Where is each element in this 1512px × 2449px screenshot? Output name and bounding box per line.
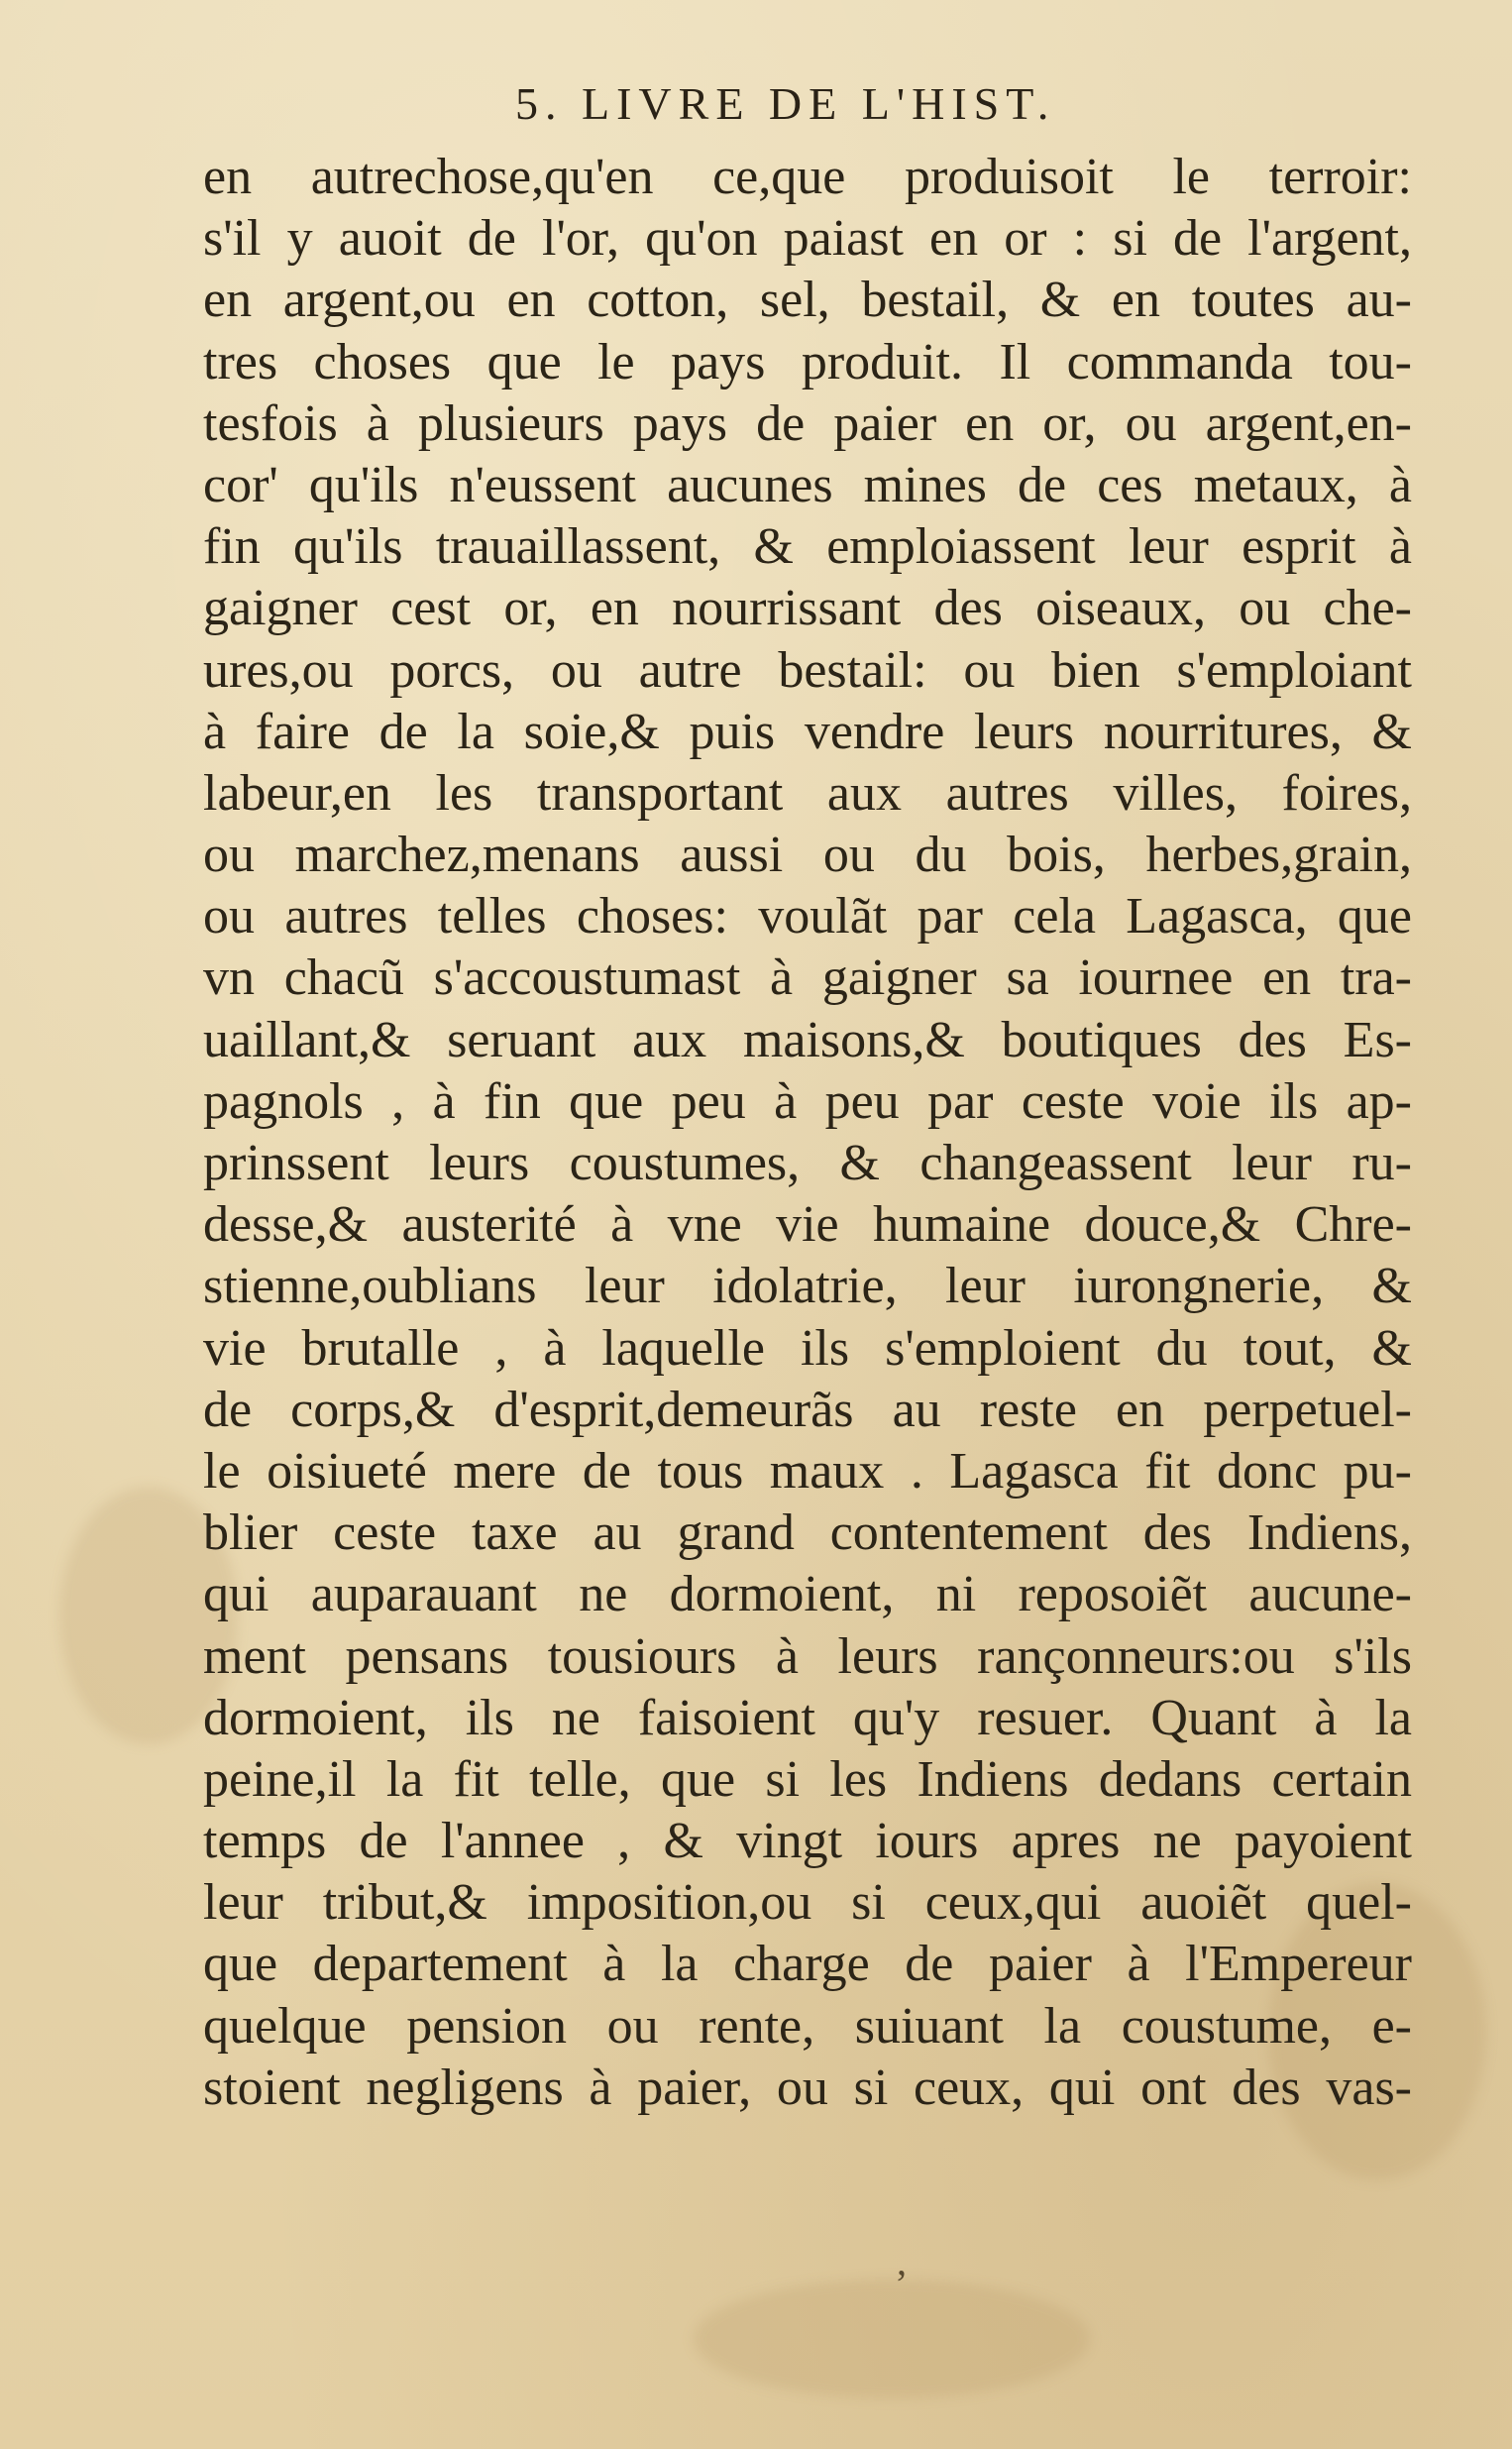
text-line: que departement à la charge de paier à l'Empereur bbox=[203, 1936, 1412, 1993]
text-line: à faire de la soie,& puis vendre leurs nourritures, & bbox=[203, 703, 1412, 760]
text-line: ment pensans tousiours à leurs rançonneurs:ou s'ils bbox=[203, 1627, 1412, 1685]
text-line: le oisiueté mere de tous maux . Lagasca fit donc pu- bbox=[203, 1442, 1412, 1500]
text-line: uaillant,& seruant aux maisons,& boutiques des Es- bbox=[203, 1011, 1412, 1068]
text-line: peine,il la fit telle, que si les Indiens dedans certain bbox=[203, 1750, 1412, 1808]
text-line: temps de l'annee , & vingt iours apres ne payoient bbox=[203, 1813, 1412, 1870]
text-line: vie brutalle , à laquelle ils s'emploient du tout, & bbox=[203, 1319, 1412, 1377]
ink-speck: , bbox=[897, 2239, 907, 2283]
text-line: ures,ou porcs, ou autre bestail: ou bien s'emploiant bbox=[203, 641, 1412, 699]
text-line: tesfois à plusieurs pays de paier en or, ou argent,en- bbox=[203, 394, 1412, 452]
text-line: cor' qu'ils n'eussent aucunes mines de ces metaux, à bbox=[203, 456, 1412, 513]
text-line: blier ceste taxe au grand contentement des Indiens, bbox=[203, 1504, 1412, 1562]
text-line: dormoient, ils ne faisoient qu'y resuer. Quant à la bbox=[203, 1689, 1412, 1746]
text-line: quelque pension ou rente, suiuant la coustume, e- bbox=[203, 1997, 1412, 2055]
text-line: pagnols , à fin que peu à peu par ceste voie ils ap- bbox=[203, 1072, 1412, 1130]
text-line: stoient negligens à paier, ou si ceux, qui ont des vas- bbox=[203, 2059, 1412, 2116]
text-line: qui auparauant ne dormoient, ni reposoiẽt aucune- bbox=[203, 1566, 1412, 1623]
text-line: vn chacũ s'accoustumast à gaigner sa iournee en tra- bbox=[203, 949, 1412, 1007]
body-text bbox=[203, 147, 1412, 2119]
text-line: en autrechose,qu'en ce,que produisoit le terroir: bbox=[203, 149, 1412, 205]
text-line: labeur,en les transportant aux autres villes, foires, bbox=[203, 764, 1412, 822]
text-line: prinssent leurs coustumes, & changeassent leur ru- bbox=[203, 1135, 1412, 1191]
text-line: ou marchez,menans aussi ou du bois, herbes,grain, bbox=[203, 827, 1412, 884]
text-line: en argent,ou en cotton, sel, bestail, & en toutes au- bbox=[203, 272, 1412, 329]
text-line: fin qu'ils trauaillassent, & emploiassent leur esprit à bbox=[203, 518, 1412, 576]
text-line: tres choses que le pays produit. Il commanda tou- bbox=[203, 333, 1412, 390]
running-head: 5. LIVRE DE L'HIST. bbox=[515, 78, 1056, 129]
text-line: gaigner cest or, en nourrissant des oiseaux, ou che- bbox=[203, 580, 1412, 637]
text-line: leur tribut,& imposition,ou si ceux,qui auoiẽt quel- bbox=[203, 1874, 1412, 1932]
text-line: ou autres telles choses: voulãt par cela Lagasca, que bbox=[203, 888, 1412, 946]
text-line: s'il y auoit de l'or, qu'on paiast en or : si de l'argent, bbox=[203, 210, 1412, 268]
paper-stain bbox=[694, 2280, 1090, 2398]
text-line: stienne,oublians leur idolatrie, leur iurongnerie, & bbox=[203, 1258, 1412, 1315]
text-line: de corps,& d'esprit,demeurãs au reste en perpetuel- bbox=[203, 1381, 1412, 1438]
text-line: desse,& austerité à vne vie humaine douce,& Chre- bbox=[203, 1196, 1412, 1254]
